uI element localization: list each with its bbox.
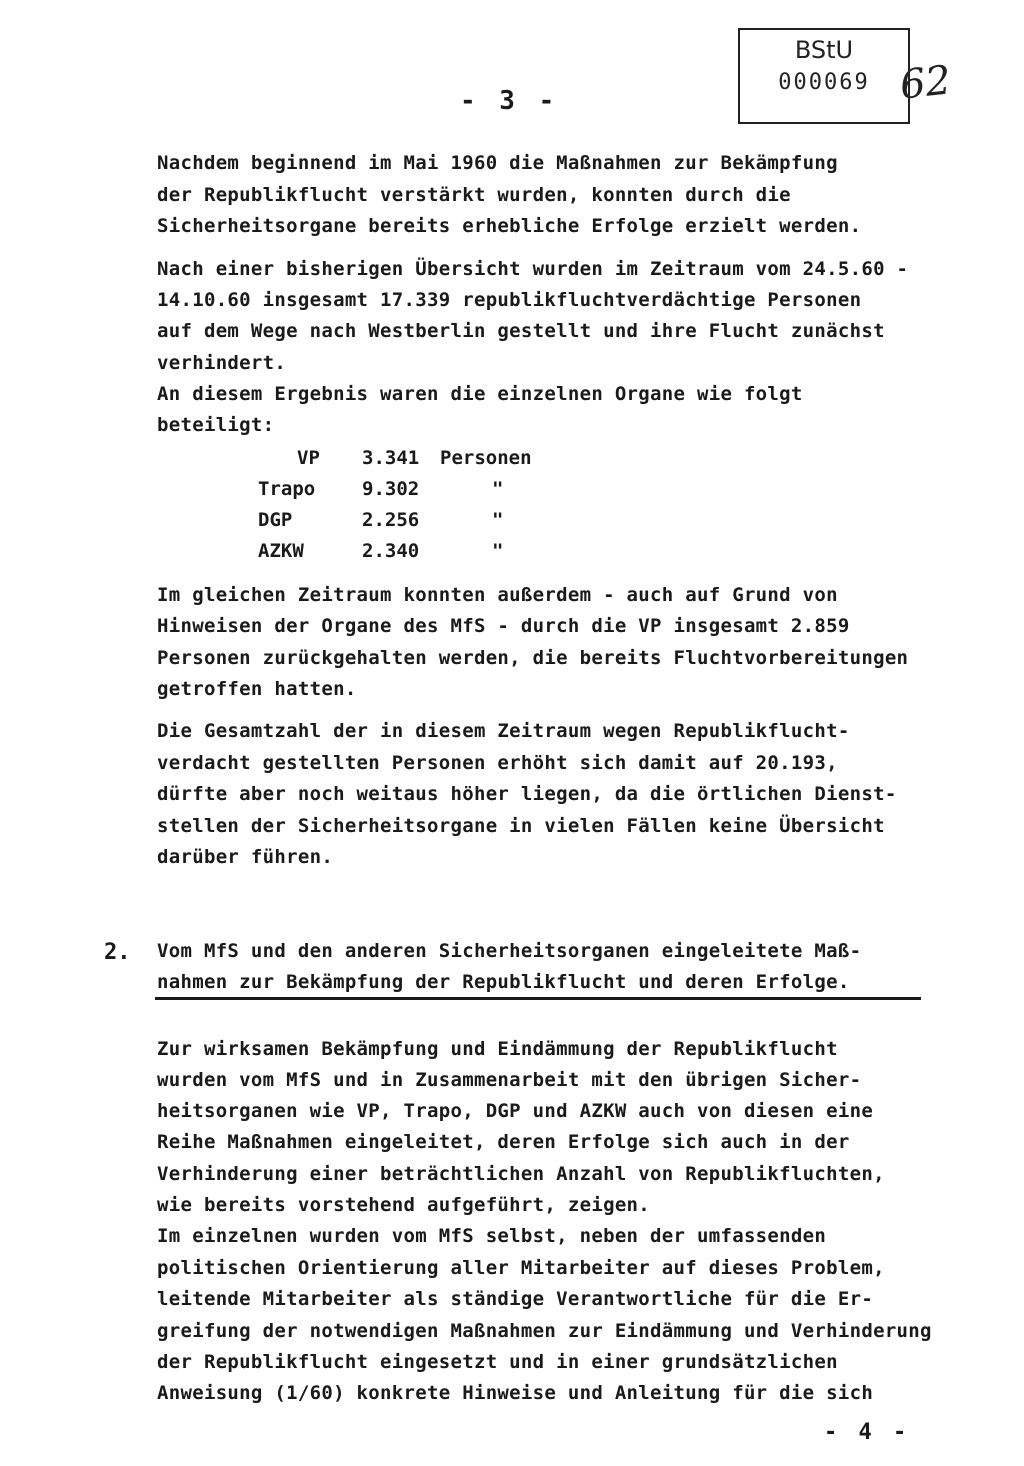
stamp-label: BStU <box>794 36 854 64</box>
text-line: der Republikflucht eingesetzt und in einer grundsätzlichen <box>157 1351 838 1373</box>
section-heading-line: nahmen zur Bekämpfung der Republikflucht und deren Erfolge. <box>157 971 850 993</box>
organ-count: 2.340 <box>362 540 420 562</box>
stamp-number: 000069 <box>778 70 870 95</box>
text-line: der Republikflucht verstärkt wurden, konnten durch die <box>157 184 791 206</box>
organ-unit: Personen <box>440 447 532 469</box>
text-line: verdacht gestellten Personen erhöht sich damit auf 20.193, <box>157 752 838 774</box>
organ-name: AZKW <box>258 540 304 562</box>
page-number: - 3 - <box>460 86 559 116</box>
text-line: verhindert. <box>157 352 287 374</box>
text-line: auf dem Wege nach Westberlin gestellt und ihre Flucht zunächst <box>157 320 885 342</box>
text-line: An diesem Ergebnis waren die einzelnen Organe wie folgt <box>157 383 803 405</box>
heading-underline <box>155 997 921 1000</box>
organ-name: Trapo <box>258 478 316 500</box>
section-number: 2. <box>104 940 131 965</box>
text-line: 14.10.60 insgesamt 17.339 republikfluchtverdächtige Personen <box>157 289 862 311</box>
next-page-marker: - 4 - <box>824 1420 911 1445</box>
organ-unit: " <box>492 540 504 562</box>
text-line: Nach einer bisherigen Übersicht wurden im Zeitraum vom 24.5.60 - <box>157 258 909 280</box>
text-line: greifung der notwendigen Maßnahmen zur Eindämmung und Verhinderung <box>157 1320 932 1342</box>
text-line: Die Gesamtzahl der in diesem Zeitraum wegen Republikflucht- <box>157 720 850 742</box>
text-line: Hinweisen der Organe des MfS - durch die VP insgesamt 2.859 <box>157 615 850 637</box>
archive-stamp <box>738 28 910 124</box>
organ-name: VP <box>297 447 320 469</box>
organ-name: DGP <box>258 509 293 531</box>
text-line: Im einzelnen wurden vom MfS selbst, neben der umfassenden <box>157 1225 827 1247</box>
organ-unit: " <box>492 478 504 500</box>
text-line: dürfte aber noch weitaus höher liegen, da die örtlichen Dienst- <box>157 783 897 805</box>
handwritten-page-number: 62 <box>897 57 954 109</box>
text-line: wurden vom MfS und in Zusammenarbeit mit den übrigen Sicher- <box>157 1069 862 1091</box>
text-line: Zur wirksamen Bekämpfung und Eindämmung der Republikflucht <box>157 1038 838 1060</box>
text-line: Anweisung (1/60) konkrete Hinweise und Anleitung für die sich <box>157 1382 874 1404</box>
text-line: getroffen hatten. <box>157 678 357 700</box>
text-line: beteiligt: <box>157 414 275 436</box>
text-line: stellen der Sicherheitsorgane in vielen Fällen keine Übersicht <box>157 815 885 837</box>
organ-count: 3.341 <box>362 447 420 469</box>
text-line: politischen Orientierung aller Mitarbeiter auf dieses Problem, <box>157 1257 885 1279</box>
organ-unit: " <box>492 509 504 531</box>
organ-count: 9.302 <box>362 478 420 500</box>
text-line: Verhinderung einer beträchtlichen Anzahl von Republikfluchten, <box>157 1163 885 1185</box>
organ-count: 2.256 <box>362 509 420 531</box>
section-heading-line: Vom MfS und den anderen Sicherheitsorganen eingeleitete Maß- <box>157 940 862 962</box>
text-line: Im gleichen Zeitraum konnten außerdem - auch auf Grund von <box>157 584 838 606</box>
text-line: Personen zurückgehalten werden, die bereits Fluchtvorbereitungen <box>157 647 909 669</box>
text-line: wie bereits vorstehend aufgeführt, zeigen. <box>157 1194 651 1216</box>
text-line: Reihe Maßnahmen eingeleitet, deren Erfolge sich auch in der <box>157 1131 850 1153</box>
text-line: Sicherheitsorgane bereits erhebliche Erfolge erzielt werden. <box>157 215 862 237</box>
text-line: heitsorganen wie VP, Trapo, DGP und AZKW auch von diesen eine <box>157 1100 874 1122</box>
text-line: darüber führen. <box>157 846 334 868</box>
text-line: Nachdem beginnend im Mai 1960 die Maßnahmen zur Bekämpfung <box>157 152 838 174</box>
text-line: leitende Mitarbeiter als ständige Verantwortliche für die Er- <box>157 1288 874 1310</box>
